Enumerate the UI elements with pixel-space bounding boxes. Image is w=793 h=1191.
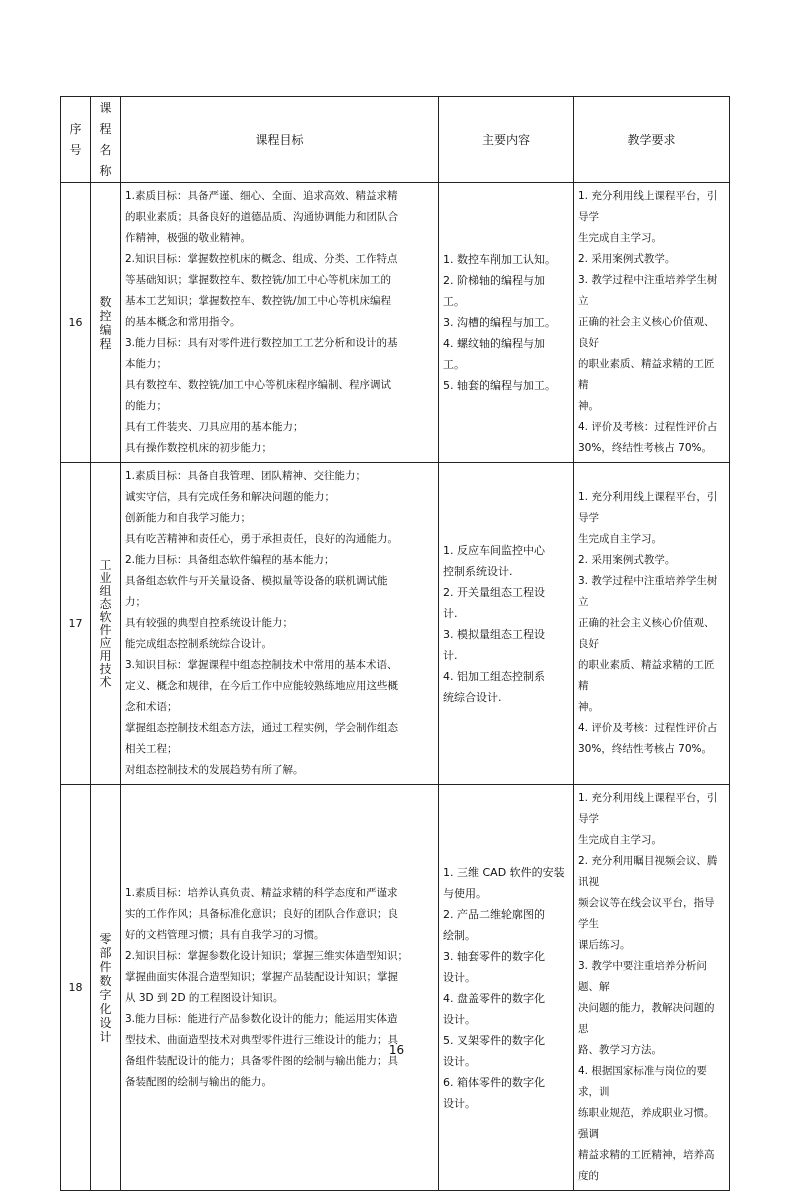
requirement-line: 正确的社会主义核心价值观、良好: [578, 617, 715, 650]
content-line: 6. 箱体零件的数字化: [443, 1075, 545, 1089]
course-name-char: 应: [99, 635, 112, 650]
content-line: 3. 轴套零件的数字化: [443, 949, 545, 963]
requirement-line: 生完成自主学习。: [578, 533, 662, 545]
requirement-line: 2. 采用案例式教学。: [578, 253, 676, 265]
content-line: 计.: [443, 648, 458, 662]
course-name-char: 态: [99, 596, 112, 611]
requirement-line: 2. 充分利用瞩目视频会议、腾讯视: [578, 855, 718, 888]
course-name-char: 设: [99, 1015, 112, 1030]
course-name-char: 件: [99, 959, 112, 974]
goal-line: 作精神，极强的敬业精神。: [125, 232, 251, 244]
content-line: 2. 阶梯轴的编程与加: [443, 274, 545, 287]
content-line: 1. 反应车间监控中心: [443, 543, 545, 557]
goal-line: 念和术语；: [125, 701, 178, 713]
course-name: [91, 183, 121, 463]
course-name-char: 控: [99, 308, 112, 323]
content-line: 1. 数控车削加工认知。: [443, 253, 556, 266]
goal-line: 具有吃苦精神和责任心，勇于承担责任，良好的沟通能力。: [125, 533, 398, 545]
row-seq: 16: [61, 183, 91, 463]
goal-line: 具备组态软件与开关量设备、模拟量等设备的联机调试能: [125, 575, 388, 587]
goal-line: 相关工程；: [125, 743, 178, 755]
goal-line: 1.素质目标：具备严谨、细心、全面、追求高效、精益求精: [125, 190, 398, 202]
content-line: 2. 开关量组态工程设: [443, 585, 545, 599]
goal-line: 具有工件装夹、刀具应用的基本能力；: [125, 421, 304, 433]
course-name-char: 技: [99, 661, 112, 676]
teaching-requirements: [574, 183, 730, 463]
course-name-char: 编: [99, 322, 112, 337]
page-number: 16: [388, 1043, 405, 1057]
requirement-line: 3. 教学中要注重培养分析问题、解: [578, 960, 707, 993]
course-name: [91, 785, 121, 1191]
content-line: 设计。: [443, 1054, 476, 1068]
table-row: [61, 785, 730, 1191]
course-name-char: 程: [99, 336, 112, 351]
goal-line: 3.知识目标：掌握课程中组态控制技术中常用的基本术语、: [125, 659, 398, 671]
requirement-line: 3. 教学过程中注重培养学生树立: [578, 575, 718, 608]
goal-line: 力；: [125, 596, 146, 608]
course-name-char: 件: [99, 622, 112, 637]
header-name: [91, 97, 121, 183]
requirement-line: 生完成自主学习。: [578, 232, 662, 244]
requirement-line: 正确的社会主义核心价值观、良好: [578, 316, 715, 349]
course-name-char: 数: [99, 973, 112, 988]
goal-line: 等基础知识；掌握数控车、数控铣/加工中心等机床加工的: [125, 274, 392, 286]
content-line: 4. 铝加工组态控制系: [443, 669, 545, 683]
requirement-line: 生完成自主学习。: [578, 834, 662, 846]
course-name-char: 零: [99, 931, 112, 946]
goal-line: 的能力；: [125, 400, 167, 412]
header-char: 序: [69, 121, 82, 136]
content-line: 控制系统设计.: [443, 564, 513, 578]
goal-line: 对组态控制技术的发展趋势有所了解。: [125, 764, 304, 776]
requirement-line: 4. 根据国家标准与岗位的要求，训: [578, 1065, 707, 1098]
row-seq: 17: [61, 463, 91, 785]
curriculum-table: [60, 96, 730, 1191]
course-name-char: 业: [99, 570, 112, 585]
goal-line: 掌握曲面实体混合造型知识；掌握产品装配设计知识；掌握: [125, 970, 398, 983]
header-content: 主要内容: [439, 97, 574, 183]
requirement-line: 神。: [578, 400, 599, 412]
header-char: 名: [99, 142, 112, 157]
requirement-line: 1. 充分利用线上课程平台，引导学: [578, 190, 718, 223]
requirement-line: 1. 充分利用线上课程平台，引导学: [578, 792, 718, 825]
requirement-line: 3. 教学过程中注重培养学生树立: [578, 274, 718, 307]
requirement-line: 频会议等在线会议平台，指导学生: [578, 897, 715, 930]
content-line: 5. 叉架零件的数字化: [443, 1033, 545, 1047]
course-name-char: 用: [99, 648, 112, 663]
teaching-requirements: [574, 463, 730, 785]
content-line: 设计。: [443, 1012, 476, 1026]
goal-line: 备组件装配设计的能力；具备零件图的绘制与输出能力；具: [125, 1054, 398, 1067]
content-line: 设计。: [443, 970, 476, 984]
content-line: 2. 产品二维轮廓图的: [443, 907, 545, 921]
header-char: 课: [99, 100, 112, 115]
requirement-line: 课后练习。: [578, 939, 631, 951]
course-goals: [121, 463, 439, 785]
goal-line: 具有较强的典型自控系统设计能力；: [125, 617, 293, 629]
requirement-line: 30%，终结性考核占 70%。: [578, 743, 713, 755]
goal-line: 基本工艺知识；掌握数控车、数控铣/加工中心等机床编程: [125, 295, 392, 307]
course-goals: [121, 785, 439, 1191]
requirement-line: 2. 采用案例式教学。: [578, 554, 676, 566]
goal-line: 掌握组态控制技术组态方法，通过工程实例，学会制作组态: [125, 722, 398, 734]
requirement-line: 路、教学习方法。: [578, 1044, 662, 1056]
goal-line: 1.素质目标：具备自我管理、团队精神、交往能力；: [125, 470, 367, 482]
course-name-char: 组: [99, 583, 112, 598]
content-line: 统综合设计.: [443, 690, 502, 704]
header-char: 程: [99, 121, 112, 136]
content-line: 工。: [443, 295, 465, 308]
course-name-char: 数: [99, 294, 112, 309]
requirement-line: 30%，终结性考核占 70%。: [578, 442, 713, 454]
content-line: 绘制。: [443, 928, 476, 942]
requirement-line: 练职业规范，养成职业习惯。强调: [578, 1107, 715, 1140]
course-name: [91, 463, 121, 785]
requirement-line: 的职业素质、精益求精的工匠精: [578, 358, 715, 391]
content-line: 4. 盘盖零件的数字化: [443, 991, 545, 1005]
course-goals: [121, 183, 439, 463]
goal-line: 能完成组态控制系统综合设计。: [125, 638, 272, 650]
goal-line: 2.能力目标：具备组态软件编程的基本能力；: [125, 554, 335, 566]
main-content: [439, 183, 574, 463]
requirement-line: 4. 评价及考核：过程性评价占: [578, 421, 718, 433]
content-line: 计.: [443, 606, 458, 620]
row-seq: 18: [61, 785, 91, 1191]
goal-line: 备装配图的绘制与输出的能力。: [125, 1075, 272, 1088]
teaching-requirements: [574, 785, 730, 1191]
requirement-line: 决问题的能力，教解决问题的思: [578, 1002, 715, 1035]
goal-line: 实的工作作风；具备标准化意识；良好的团队合作意识；良: [125, 907, 398, 920]
table-row: [61, 463, 730, 785]
content-line: 与使用。: [443, 886, 487, 900]
table-row: [61, 183, 730, 463]
content-line: 3. 沟槽的编程与加工。: [443, 316, 556, 329]
goal-line: 型技术、曲面造型技术对典型零件进行三维设计的能力；具: [125, 1033, 398, 1046]
course-name-char: 化: [99, 1001, 112, 1016]
header-seq: [61, 97, 91, 183]
content-line: 3. 模拟量组态工程设: [443, 627, 545, 641]
requirement-line: 精益求精的工匠精神，培养高度的: [578, 1149, 715, 1182]
course-name-char: 工: [99, 557, 112, 572]
goal-line: 的基本概念和常用指令。: [125, 316, 241, 328]
goal-line: 1.素质目标：培养认真负责、精益求精的科学态度和严谨求: [125, 886, 398, 899]
header-goal: 课程目标: [121, 97, 439, 183]
goal-line: 3.能力目标：具有对零件进行数控加工工艺分析和设计的基: [125, 337, 398, 349]
goal-line: 好的文档管理习惯；具有自我学习的习惯。: [125, 928, 325, 941]
header-char: 称: [99, 163, 112, 178]
header-char: 号: [69, 142, 82, 157]
goal-line: 具有操作数控机床的初步能力；: [125, 442, 272, 454]
course-name-char: 术: [99, 674, 112, 689]
course-name-char: 部: [99, 945, 112, 960]
goal-line: 从 3D 到 2D 的工程图设计知识。: [125, 991, 284, 1004]
requirement-line: 神。: [578, 701, 599, 713]
content-line: 设计。: [443, 1096, 476, 1110]
content-line: 工。: [443, 358, 465, 371]
goal-line: 的职业素质；具备良好的道德品质、沟通协调能力和团队合: [125, 211, 398, 223]
course-name-char: 字: [99, 987, 112, 1002]
goal-line: 3.能力目标：能进行产品参数化设计的能力；能运用实体造: [125, 1012, 398, 1025]
goal-line: 创新能力和自我学习能力；: [125, 512, 251, 524]
course-name-char: 软: [99, 609, 112, 624]
header-row: [61, 97, 730, 183]
goal-line: 具有数控车、数控铣/加工中心等机床程序编制、程序调试: [125, 379, 392, 391]
requirement-line: 1. 充分利用线上课程平台，引导学: [578, 491, 718, 524]
goal-line: 本能力；: [125, 358, 167, 370]
goal-line: 2.知识目标：掌握参数化设计知识；掌握三维实体造型知识；: [125, 949, 409, 962]
content-line: 5. 轴套的编程与加工。: [443, 379, 556, 392]
goal-line: 定义、概念和规律，在今后工作中应能较熟练地应用这些概: [125, 680, 398, 692]
main-content: [439, 463, 574, 785]
header-requirements: 教学要求: [574, 97, 730, 183]
goal-line: 诚实守信，具有完成任务和解决问题的能力；: [125, 491, 335, 503]
goal-line: 2.知识目标：掌握数控机床的概念、组成、分类、工作特点: [125, 253, 398, 265]
requirement-line: 4. 评价及考核：过程性评价占: [578, 722, 718, 734]
requirement-line: 的职业素质、精益求精的工匠精: [578, 659, 715, 692]
course-name-char: 计: [99, 1029, 112, 1044]
content-line: 1. 三维 CAD 软件的安装: [443, 865, 565, 879]
content-line: 4. 螺纹轴的编程与加: [443, 337, 545, 350]
main-content: [439, 785, 574, 1191]
